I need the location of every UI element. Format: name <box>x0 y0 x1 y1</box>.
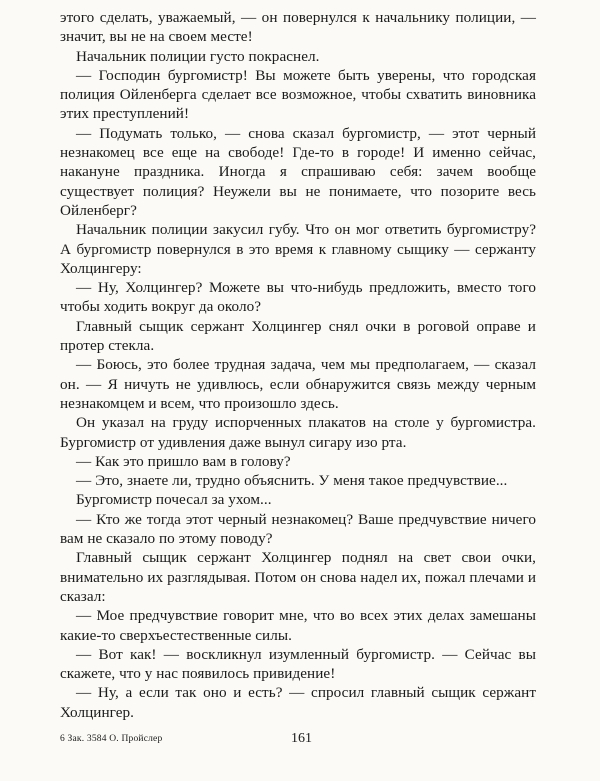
paragraph: — Ну, а если так оно и есть? — спросил главный сыщик сержант Холцингер. <box>60 684 536 721</box>
paragraph: Главный сыщик сержант Холцингер поднял на свет свои очки, внимательно их разглядывая. Потом он снова надел их, пожал плечами и сказал: <box>60 549 536 605</box>
page-number: 161 <box>291 731 312 746</box>
paragraph: — Это, знаете ли, трудно объяснить. У меня такое предчувствие... <box>76 472 508 490</box>
paragraph: Начальник полиции густо покраснел. <box>76 47 320 65</box>
paragraph: — Вот как! — воскликнул изумленный бургомистр. — Сейчас вы скажете, что у нас появилось привидение! <box>60 645 536 683</box>
paragraph: Он указал на груду испорченных плакатов на столе у бургомистра. Бургомистр от удивления даже вынул сигару изо рта. <box>60 414 536 451</box>
paragraph: — Подумать только, — снова сказал бургомистр, — этот черный незнакомец все еще на свободе! Где-то в городе! И именно сейчас, накануне праздника. Иногда я спрашиваю себя: зачем вообще существует полиция? Неужели вы не понимаете, что позорите весь Ойленберг? <box>60 124 536 219</box>
paragraph: Начальник полиции закусил губу. Что он мог ответить бургомистру? А бургомистр повернулся в это время к главному сыщику — сержанту Холцингеру: <box>60 221 536 277</box>
printer-signature: 6 Зак. 3584 О. Пройслер <box>60 734 163 744</box>
paragraph: — Мое предчувствие говорит мне, что во всех этих делах замешаны какие-то сверхъестественные силы. <box>60 607 536 644</box>
paragraph: — Боюсь, это более трудная задача, чем мы предполагаем, — сказал он. — Я ничуть не удивлюсь, если обнаружится связь между черным незнакомцем и всем, что произошло здесь. <box>60 356 536 412</box>
page-footer <box>60 731 536 751</box>
paragraph: Бургомистр почесал за ухом... <box>76 491 272 509</box>
paragraph: — Кто же тогда этот черный незнакомец? Ваше предчувствие ничего вам не сказало по этому поводу? <box>60 510 536 548</box>
paragraph: Главный сыщик сержант Холцингер снял очки в роговой оправе и протер стекла. <box>60 317 536 355</box>
body-text <box>60 8 536 722</box>
paragraph-continued: этого сделать, уважаемый, — он повернулся к начальнику полиции, — значит, вы не на своем месте! <box>60 9 536 46</box>
paragraph: — Ну, Холцингер? Можете вы что-нибудь предложить, вместо того чтобы ходить вокруг да около? <box>60 279 536 316</box>
paragraph: — Как это пришло вам в голову? <box>76 452 291 470</box>
paragraph: — Господин бургомистр! Вы можете быть уверены, что городская полиция Ойленберга сделает все возможное, чтобы схватить виновника этих преступлений! <box>60 66 536 123</box>
